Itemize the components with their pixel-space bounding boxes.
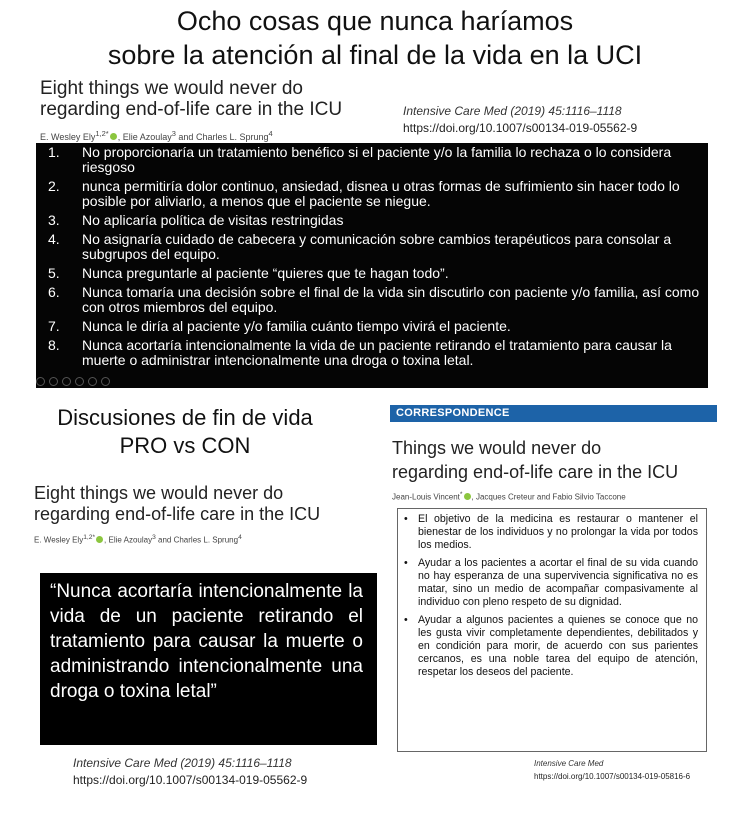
slide-viewer-controls [36,377,110,386]
main-title [0,4,750,72]
list-number: 4. [48,231,60,247]
list-item [48,145,700,175]
next-slide-icon[interactable] [49,377,58,386]
author-name: and Charles L. Sprung [175,132,269,142]
main-title-line2: sobre la atención al final de la vida en la UCI [107,40,643,70]
discussion-heading-line1: Discusiones de fin de vida [57,405,313,430]
list-item [48,285,700,315]
br-doi-link[interactable]: https://doi.org/10.1007/s00134-019-05816-6 [534,772,691,781]
author-name: , Jacques Creteur and Fabio Silvio Taccone [471,492,626,502]
orcid-icon [464,493,471,500]
list-number: 3. [48,212,60,228]
top-authors [40,129,273,142]
correspondence-box [397,508,707,752]
orcid-icon [110,133,117,140]
correspondence-authors [392,491,626,502]
top-paper-title-line1: Eight things we would never do [40,78,303,99]
list-number: 1. [48,144,60,160]
author-sup: 1,2* [95,129,109,138]
main-title-line1: Ocho cosas que nunca haríamos [176,6,574,36]
zoom-icon[interactable] [62,377,71,386]
quote-text: “Nunca acortaría intencionalmente la vida de un paciente retirando el tratamiento para causar la muerte o administrando intencionalmente una droga o toxina letal” [50,581,363,702]
bullet-icon: • [404,557,408,569]
correspondence-banner: CORRESPONDENCE [390,405,717,422]
list-item [48,232,700,262]
bl-paper-title-line1: Eight things we would never do [34,483,284,503]
author-name: E. Wesley Ely [40,132,96,142]
list-item [404,513,698,552]
list-text: Nunca acortaría intencionalmente la vida de un paciente retirando el tratamiento para causar la muerte o administrar intencionalmente una droga o toxina letal. [82,337,672,368]
author-sup: 4 [238,534,242,541]
author-name: , Elie Azoulay [117,132,172,142]
more-icon[interactable] [101,377,110,386]
pen-icon[interactable] [88,377,97,386]
list-item [48,213,700,228]
list-text: Nunca tomaría una decisión sobre el final de la vida sin discutirlo con paciente y/o familia, así como con otros miembros del equipo. [82,284,700,315]
author-sup: 3 [171,129,176,138]
quote-box [40,573,377,745]
bl-authors [34,534,242,545]
author-name: and Charles L. Sprung [155,535,239,545]
top-journal-citation: Intensive Care Med (2019) 45:1116–1118 [403,104,622,118]
list-text: Nunca preguntarle al paciente “quieres que te hagan todo”. [82,265,449,281]
list-item [48,266,700,281]
bullet-icon: • [404,614,408,626]
orcid-icon [96,536,103,543]
author-sup: 3 [152,534,156,541]
list-item [48,338,700,368]
correspondence-title-line1: Things we would never do [392,438,602,458]
br-journal-citation: Intensive Care Med [534,759,604,768]
author-name: , Elie Azoulay [104,535,153,545]
top-paper-title [40,78,420,120]
top-paper-title-line2: regarding end-of-life care in the ICU [40,99,343,120]
author-sup: 1,2* [83,534,96,541]
correspondence-title [392,436,722,484]
top-doi-link[interactable]: https://doi.org/10.1007/s00134-019-05562-9 [403,121,638,135]
bl-paper-title [34,483,384,525]
author-sup: * [459,491,463,498]
list-text: No aplicaría política de visitas restringidas [82,212,344,228]
bl-paper-title-line2: regarding end-of-life care in the ICU [34,504,321,524]
list-text: Nunca le diría al paciente y/o familia cuánto tiempo vivirá el paciente. [82,318,511,334]
eight-things-list [48,145,700,368]
list-text: Ayudar a los pacientes a acortar el final de su vida cuando no hay esperanza de una supervivencia significativa no es matar, sino un medio de acompañar compasivamente al individuo con pleno respeto de su dignidad. [418,557,698,608]
list-number: 2. [48,178,60,194]
list-text: No proporcionaría un tratamiento benéfico si el paciente y/o la familia lo rechaza o lo considera riesgoso [82,144,672,175]
list-number: 5. [48,265,60,281]
list-number: 6. [48,284,60,300]
prev-slide-icon[interactable] [36,377,45,386]
discussion-heading [30,404,340,460]
author-name: Jean-Louis Vincent [392,492,460,502]
list-text: No asignaría cuidado de cabecera y comunicación sobre cambios terapéuticos para consolar a subgrupos del equipo. [82,231,672,262]
list-item [48,179,700,209]
list-text: Ayudar a algunos pacientes a quienes se conoce que no les gusta vivir completamente dependientes, debilitados y en condición para morir, de acuerdo con sus parientes cercanos, es una noble tarea del equipo de atención, respetar los deseos del paciente. [418,614,698,678]
list-item [48,319,700,334]
correspondence-title-line2: regarding end-of-life care in the ICU [392,462,679,482]
author-name: E. Wesley Ely [34,535,84,545]
discussion-heading-line2: PRO vs CON [119,433,251,458]
list-number: 7. [48,318,60,334]
author-sup: 4 [268,129,273,138]
bl-doi-link[interactable]: https://doi.org/10.1007/s00134-019-05562-9 [73,773,308,787]
list-text: nunca permitiría dolor continuo, ansiedad, disnea u otras formas de sufrimiento sin hacer todo lo posible por aliviarlo, a menos que el paciente se niegue. [82,178,680,209]
bl-journal-citation: Intensive Care Med (2019) 45:1116–1118 [73,756,292,770]
menu-icon[interactable] [75,377,84,386]
eight-things-box [36,143,708,388]
correspondence-list [404,513,698,679]
list-text: El objetivo de la medicina es restaurar o mantener el bienestar de los individuos y no prolongar la vida por todos los medios. [418,513,698,551]
list-item [404,614,698,679]
list-number: 8. [48,337,60,353]
bullet-icon: • [404,513,408,525]
list-item [404,557,698,609]
